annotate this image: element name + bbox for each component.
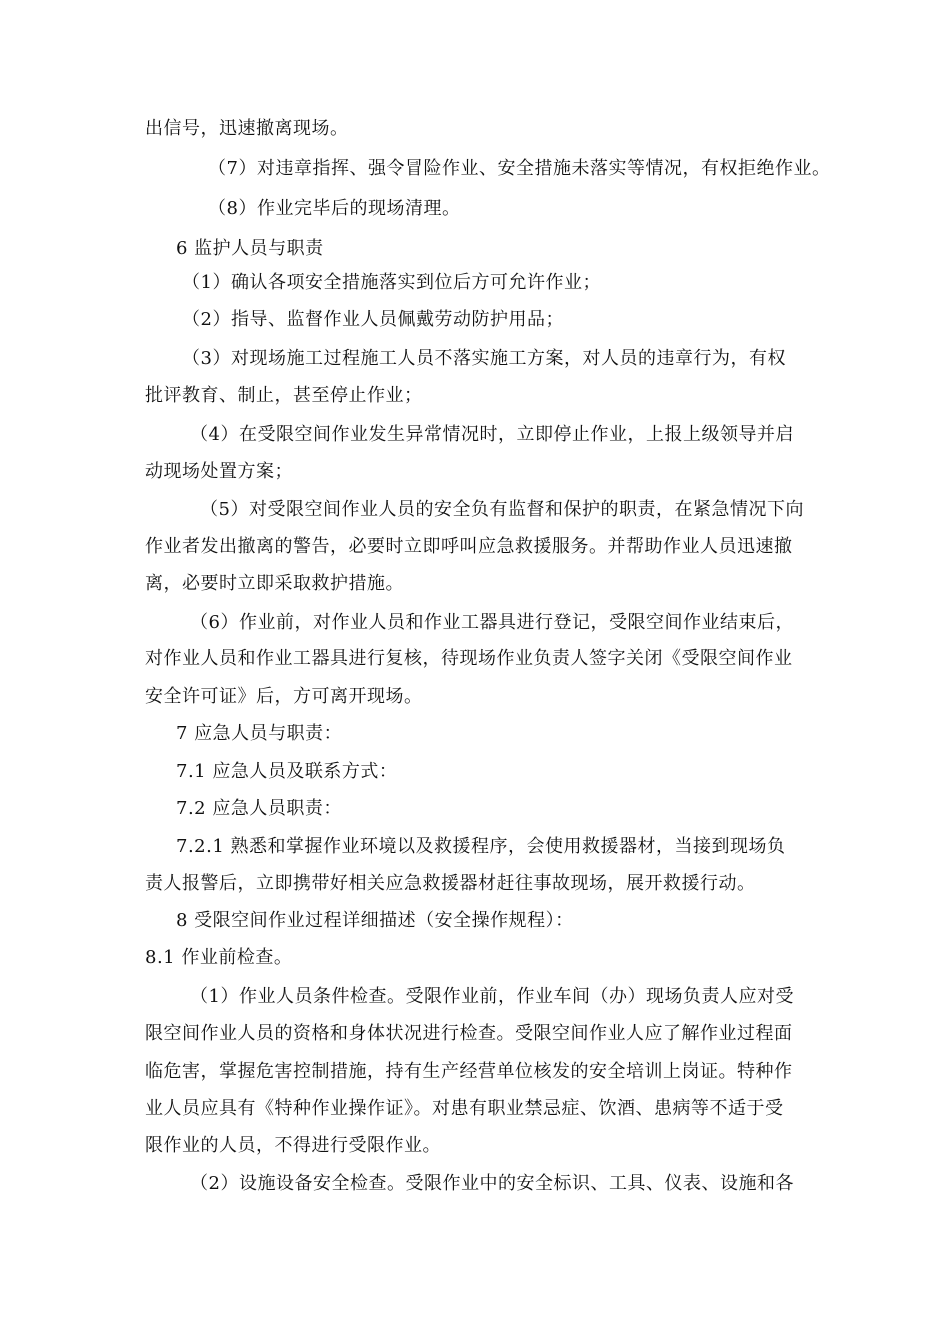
- subsection-heading: 7.2 应急人员职责：: [176, 798, 342, 819]
- section-heading: 8 受限空间作业过程详细描述（安全操作规程）：: [176, 910, 574, 931]
- text-line: （1）确认各项安全措施落实到位后方可允许作业；: [182, 272, 601, 293]
- text-line: 动现场处置方案；: [145, 461, 293, 482]
- text-line: 限作业的人员，不得进行受限作业。: [145, 1135, 441, 1156]
- text-line: 安全许可证》后，方可离开现场。: [145, 686, 423, 707]
- text-line: （3）对现场施工过程施工人员不落实施工方案，对人员的违章行为，有权: [182, 348, 786, 369]
- text-line: 业人员应具有《特种作业操作证》。对患有职业禁忌症、饮酒、患病等不适于受: [145, 1098, 784, 1119]
- text-line: 责人报警后，立即携带好相关应急救援器材赶往事故现场，展开救援行动。: [145, 873, 756, 894]
- text-line: 限空间作业人员的资格和身体状况进行检查。受限空间作业人应了解作业过程面: [145, 1023, 793, 1044]
- text-line: （5）对受限空间作业人员的安全负有监督和保护的职责，在紧急情况下向: [200, 499, 804, 520]
- text-line: （6）作业前，对作业人员和作业工器具进行登记，受限空间作业结束后，: [190, 612, 794, 633]
- text-line: （4）在受限空间作业发生异常情况时，立即停止作业，上报上级领导并启: [190, 424, 794, 445]
- text-line: （1）作业人员条件检查。受限作业前，作业车间（办）现场负责人应对受: [190, 986, 794, 1007]
- text-line: 出信号，迅速撤离现场。: [145, 118, 349, 139]
- text-line: （8）作业完毕后的现场清理。: [208, 198, 461, 219]
- text-line: 作业者发出撤离的警告，必要时立即呼叫应急救援服务。并帮助作业人员迅速撤: [145, 536, 793, 557]
- subsection-heading: 7.1 应急人员及联系方式：: [176, 761, 398, 782]
- text-line: 批评教育、制止，甚至停止作业；: [145, 385, 423, 406]
- text-line: 7.2.1 熟悉和掌握作业环境以及救援程序，会使用救援器材，当接到现场负: [176, 836, 786, 857]
- text-line: 离，必要时立即采取救护措施。: [145, 573, 404, 594]
- text-line: 临危害，掌握危害控制措施，持有生产经营单位核发的安全培训上岗证。特种作: [145, 1061, 793, 1082]
- section-heading: 6 监护人员与职责: [176, 238, 324, 259]
- text-line: （2）指导、监督作业人员佩戴劳动防护用品；: [182, 309, 564, 330]
- text-line: 对作业人员和作业工器具进行复核，待现场作业负责人签字关闭《受限空间作业: [145, 648, 793, 669]
- text-line: （2）设施设备安全检查。受限作业中的安全标识、工具、仪表、设施和各: [190, 1173, 794, 1194]
- section-heading: 7 应急人员与职责：: [176, 723, 343, 744]
- text-line: （7）对违章指挥、强令冒险作业、安全措施未落实等情况，有权拒绝作业。: [208, 158, 831, 179]
- subsection-heading: 8.1 作业前检查。: [145, 947, 293, 968]
